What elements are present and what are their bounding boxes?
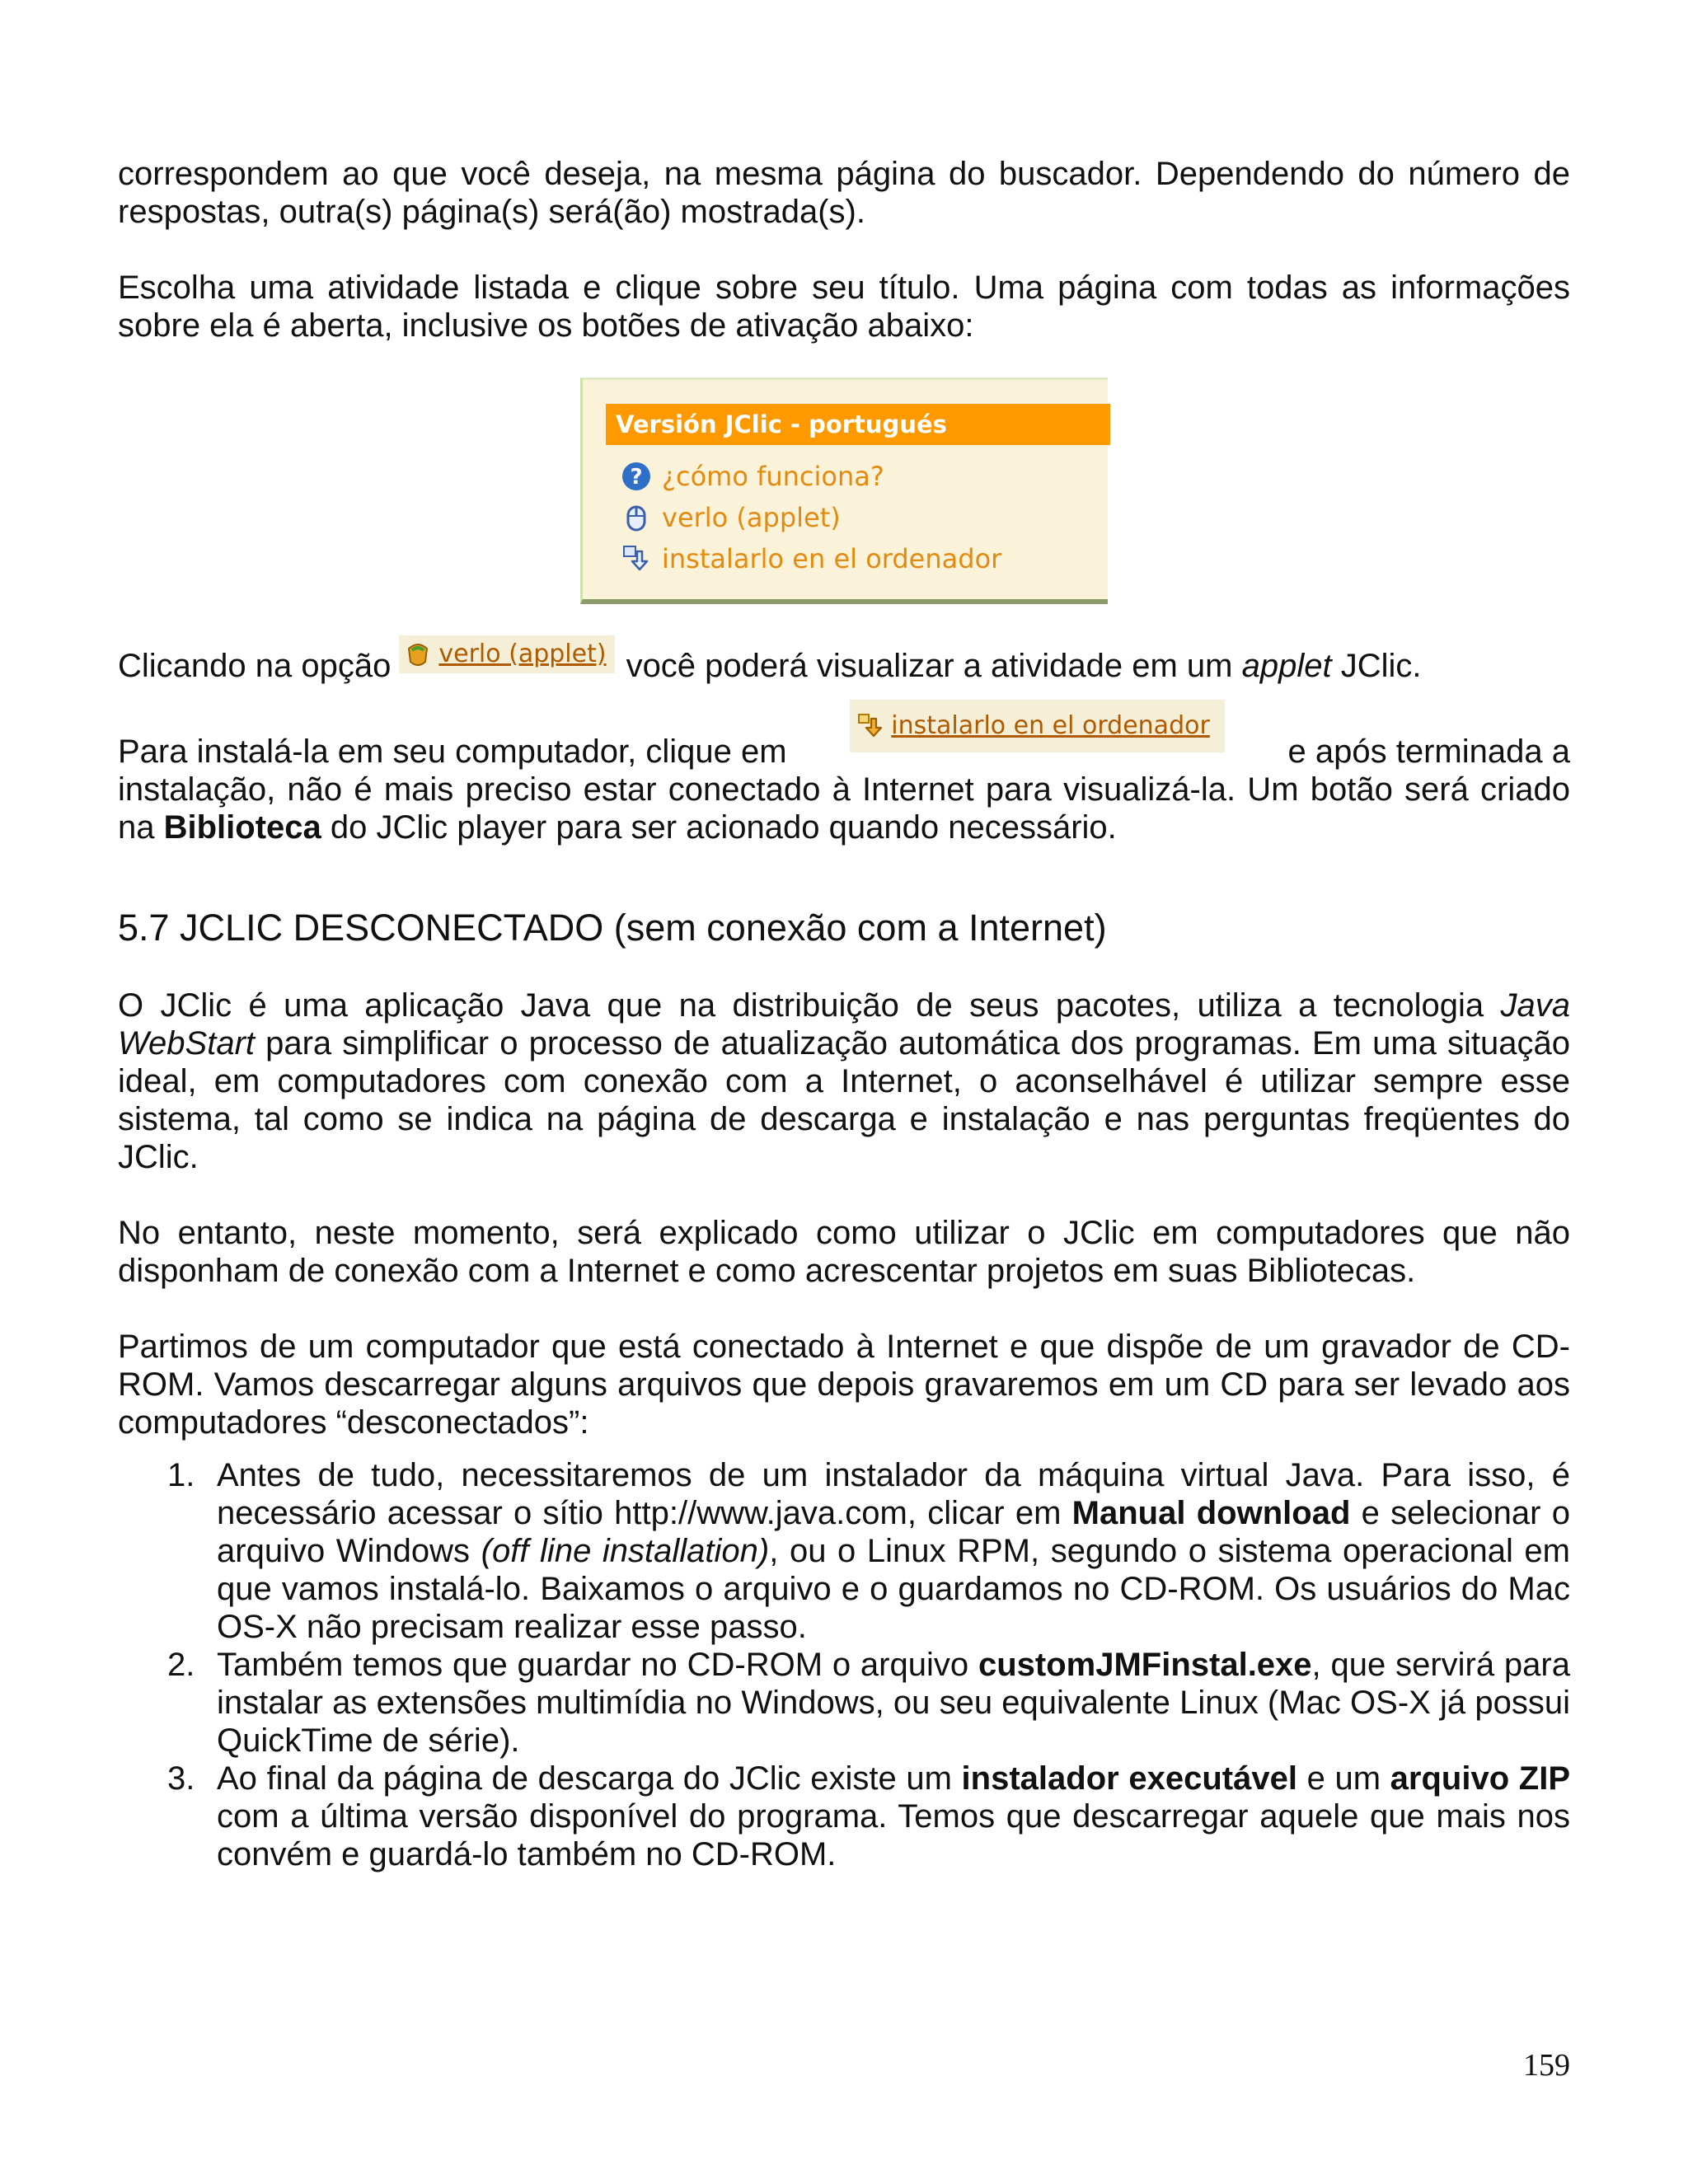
text-run: instalação, não é mais preciso estar conectado à Internet para visualizá-la. Um botão será criado na [118,771,1570,846]
install-arrow-icon [856,712,884,740]
paragraph: correspondem ao que você deseja, na mesma página do buscador. Dependendo do número de respostas, outra(s) página(s) será(ão) mostrada(s). [118,156,1570,230]
text-run: com a última versão disponível do programa. Temos que descarregar aquele que mais nos convém e guardá-lo também no CD-ROM. [217,1798,1570,1872]
text-run: você poderá visualizar a atividade em um [626,648,1242,684]
text-run-bold: customJMFinstal.exe [978,1647,1312,1683]
text-run-bold: Manual download [1071,1495,1351,1531]
text-run: O JClic é uma aplicação Java que na distribuição de seus pacotes, utiliza a tecnologia [118,987,1501,1024]
text-run: Antes de tudo, necessitaremos de um instalador da máquina virtual Java. Para isso, é necessário acessar o sítio http://www.java.com, clicar em [217,1457,1570,1531]
paragraph: No entanto, neste momento, será explicado como utilizar o JClic em computadores que não disponham de conexão com a Internet e como acrescentar projetos em suas Bibliotecas. [118,1215,1570,1289]
install-arrow-icon [621,543,652,574]
list-number: 3. [167,1760,195,1797]
paragraph-continuation [118,771,1570,846]
paragraph-view-applet [118,640,1570,685]
svg-text:?: ? [630,465,643,490]
panel-link-view-applet[interactable] [621,497,1001,538]
list-item [118,1456,1570,1646]
text-run-italic: applet [1241,648,1332,684]
text-run: para simplificar o processo de atualização automática dos programas. Em uma situação ideal, em computadores com conexão com a Internet, o aconselhável é utilizar sempre esse sistema, tal como se indica na página de descarga e instalação e nas perguntas freqüentes do JClic. [118,1025,1570,1175]
text-run: e um [1296,1760,1390,1797]
applet-icon [404,640,432,668]
view-applet-button[interactable] [399,635,614,673]
text-run-italic: (off line installation) [481,1533,770,1569]
text-run: Para instalá-la em seu computador, clique em [118,733,787,770]
text-run: Ao final da página de descarga do JClic existe um [217,1760,962,1797]
mouse-icon [621,502,652,533]
paragraph: Partimos de um computador que está conectado à Internet e que dispõe de um gravador de CD-ROM. Vamos descarregar alguns arquivos que depois gravaremos em um CD para ser levado aos computadores “desconectados”: [118,1329,1570,1441]
numbered-list [118,1456,1570,1873]
page-number: 159 [1523,2048,1570,2083]
text-run-bold: instalador executável [961,1760,1297,1797]
text-run: do JClic player para ser acionado quando necessário. [321,809,1117,846]
panel-link-label: verlo (applet) [662,502,841,533]
paragraph: Escolha uma atividade listada e clique sobre seu título. Uma página com todas as informações sobre ela é aberta, inclusive os botões de ativação abaixo: [118,269,1570,344]
panel-link-list [621,456,1001,579]
install-button[interactable] [850,700,1225,752]
document-page [118,155,1570,1873]
text-run: e após terminada a [1287,733,1570,770]
panel-link-label: ¿cómo funciona? [662,461,884,492]
text-run: , que servirá para instalar as extensões multimídia no Windows, ou seu equivalente Linux (Mac OS-X já possui QuickTime de série). [217,1647,1570,1759]
view-applet-label: verlo (applet) [438,640,607,668]
list-number: 1. [167,1457,195,1493]
list-item [118,1646,1570,1760]
text-run: e selecionar o arquivo Windows [217,1495,1570,1569]
list-number: 2. [167,1647,195,1683]
panel-link-how-it-works[interactable] [621,456,1001,497]
panel-link-install[interactable] [621,538,1001,579]
text-run: Também temos que guardar no CD-ROM o arquivo [217,1647,978,1683]
install-label: instalarlo en el ordenador [891,711,1210,740]
paragraph-install [118,711,1570,846]
text-run: Clicando na opção [118,648,392,684]
panel-title: Versión JClic - portugués [606,404,1110,445]
panel-link-label: instalarlo en el ordenador [662,543,1002,574]
text-run-italic: Java WebStart [118,987,1570,1062]
numbered-list-wrapper [118,1456,1570,1873]
paragraph [118,987,1570,1176]
question-icon [621,461,652,492]
jclic-version-panel [580,377,1108,604]
list-item [118,1760,1570,1873]
text-run-bold: arquivo ZIP [1390,1760,1571,1797]
text-run-bold: Biblioteca [163,809,321,846]
jclic-version-screenshot [118,377,1570,604]
text-run: JClic. [1331,648,1422,684]
section-heading: 5.7 JCLIC DESCONECTADO (sem conexão com a Internet) [118,907,1107,949]
text-run: , ou o Linux RPM, segundo o sistema operacional em que vamos instalá-lo. Baixamos o arquivo e o guardamos no CD-ROM. Os usuários do Mac OS-X não precisam realizar esse passo. [217,1533,1570,1645]
